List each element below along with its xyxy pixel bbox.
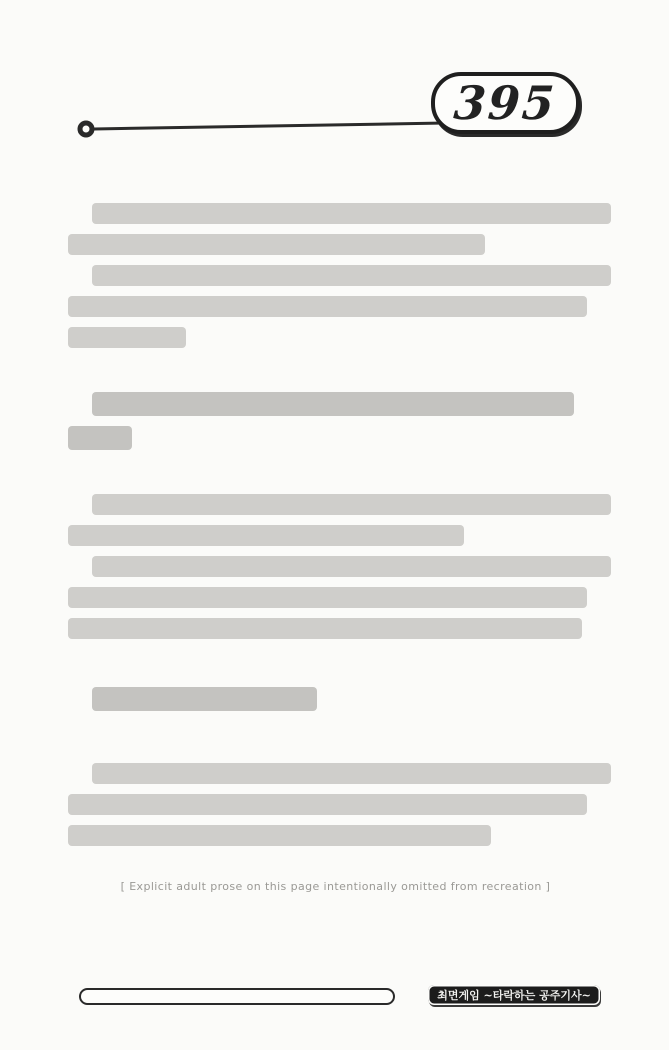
redacted-paragraph [68,556,603,639]
body-text-area [68,193,603,903]
redacted-paragraph [68,203,603,255]
redacted-text-line [68,525,464,546]
leader-ring-icon [80,123,92,135]
redacted-dialogue [68,392,603,450]
redacted-text-line [68,825,491,846]
page-number-badge [431,72,580,134]
redacted-text-line [92,687,317,711]
redacted-text-line [92,392,574,416]
redacted-paragraph [68,763,603,846]
page-footer [0,983,669,1023]
redacted-text-line [92,556,611,577]
series-title: 최면게임 ~타락하는 공주기사~ [437,989,591,1002]
redacted-dialogue [68,687,603,711]
redacted-text-line [68,296,587,317]
redacted-text-line [92,494,611,515]
redacted-text-line [92,265,611,286]
redacted-text-line [68,234,485,255]
redacted-text-line [68,327,186,348]
leader-line [94,123,445,129]
page-header [0,0,669,150]
footer-rule-box [79,988,395,1005]
redacted-text-line [68,587,587,608]
redacted-text-line [68,618,582,639]
redacted-text-line [68,426,132,450]
redaction-note: [ Explicit adult prose on this page intentionally omitted from recreation ] [120,880,551,893]
redacted-paragraph [68,494,603,546]
redacted-text-line [68,794,587,815]
redacted-text-line [92,203,611,224]
redacted-text-line [92,763,611,784]
footer-title-pill [428,985,600,1005]
page-number: 395 [452,76,559,130]
redacted-paragraph [68,265,603,348]
